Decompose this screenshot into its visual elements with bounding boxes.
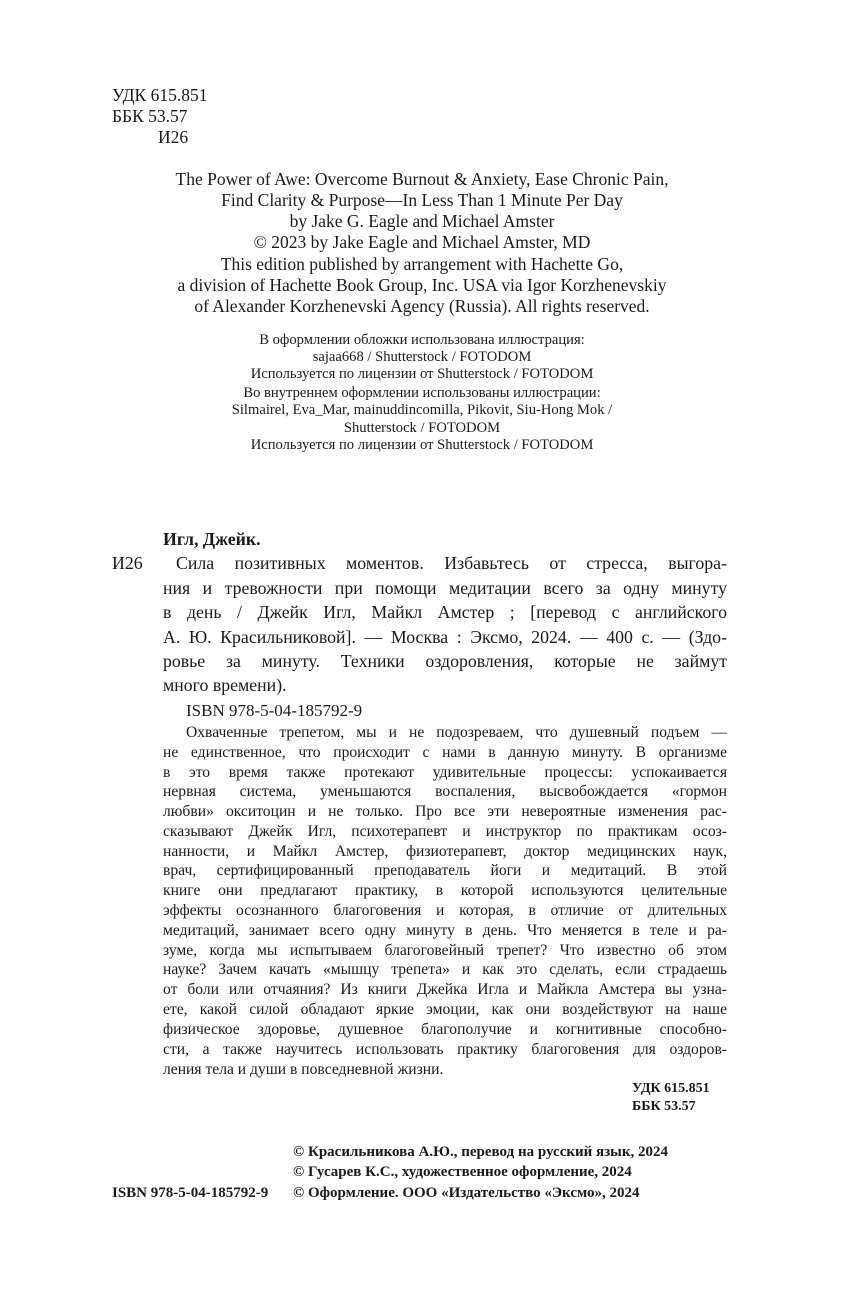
annotation-line: ете, какой силой обладают яркие эмоции, как они воздействуют на наше	[163, 1001, 727, 1018]
annotation-line: не единственное, что происходит с нами в данную минуту. В организме	[163, 744, 727, 761]
annotation-line: любви» окситоцин и не только. Про все эти невероятные изменения рас-	[163, 803, 727, 820]
annotation-line: эффекты осознанного благоговения и которая, в отличие от длительных	[163, 902, 727, 919]
credit-line: Используется по лицензии от Shutterstock / FOTODOM	[250, 366, 594, 382]
annotation-line: в это время также протекают удивительные процессы: успокаивается	[163, 764, 727, 781]
copyright-line: © Оформление. ООО «Издательство «Эксмо», 2024	[293, 1185, 640, 1201]
credit-line: Во внутреннем оформлении использованы иллюстрации:	[243, 385, 601, 401]
credit-line: Используется по лицензии от Shutterstock / FOTODOM	[250, 437, 594, 453]
credit-line: sajaa668 / Shutterstock / FOTODOM	[312, 349, 532, 365]
record-line: много времени).	[163, 675, 287, 695]
annotation-udk: УДК 615.851	[632, 1081, 710, 1096]
rights-line: of Alexander Korzhenevski Agency (Russia). All rights reserved.	[194, 296, 650, 316]
record-mark: И26	[112, 553, 143, 573]
annotation-line: врач, сертифицированный преподаватель йоги и медитаций. В этой	[163, 862, 727, 879]
credit-line: В оформлении обложки использована иллюстрация:	[259, 332, 585, 348]
copyright-isbn: ISBN 978-5-04-185792-9	[112, 1185, 269, 1201]
bbk-code: ББК 53.57	[112, 106, 188, 126]
udk-code: УДК 615.851	[112, 85, 208, 105]
annotation-line: науке? Зачем качать «мышцу трепета» и как это сделать, если страдаешь	[163, 961, 727, 978]
annotation-line: ления тела и души в повседневной жизни.	[163, 1061, 444, 1078]
annotation-line: сти, а также научитесь использовать практику благоговения для оздоров-	[163, 1041, 727, 1058]
original-title-line: The Power of Awe: Overcome Burnout & Anxiety, Ease Chronic Pain,	[175, 169, 669, 189]
original-copyright: © 2023 by Jake Eagle and Michael Amster, MD	[253, 232, 591, 252]
annotation-line: зуме, когда мы испытываем благоговейный трепет? Что известно об этом	[163, 942, 727, 959]
record-line: Сила позитивных моментов. Избавьтесь от стресса, выгора-	[176, 553, 727, 573]
credit-line: Shutterstock / FOTODOM	[343, 420, 501, 436]
original-authors: by Jake G. Eagle and Michael Amster	[289, 211, 555, 231]
annotation-line: медитаций, занимает всего одну минуту в день. Что меняется в теле и ра-	[163, 922, 727, 939]
annotation-line: Охваченные трепетом, мы и не подозреваем, что душевный подъем —	[186, 724, 727, 741]
copyright-line: © Гусарев К.С., художественное оформление, 2024	[293, 1164, 632, 1180]
credit-line: Silmairel, Eva_Mar, mainuddincomilla, Pikovit, Siu-Hong Mok /	[231, 402, 613, 418]
annotation-line: нервная система, уменьшаются воспаления, высвобождается «гормон	[163, 783, 727, 800]
record-line: ния и тревожности при помощи медитации всего за одну минуту	[163, 578, 727, 598]
annotation-line: от боли или отчаяния? Из книги Джейка Игла и Майкла Амстера вы узна-	[163, 981, 727, 998]
record-line: А. Ю. Красильниковой]. — Москва : Эксмо, 2024. — 400 с. — (Здо-	[163, 627, 727, 647]
record-line: в день / Джейк Игл, Майкл Амстер ; [перевод с английского	[163, 602, 727, 622]
copyright-line: © Красильникова А.Ю., перевод на русский язык, 2024	[293, 1144, 669, 1160]
original-title-line: Find Clarity & Purpose—In Less Than 1 Minute Per Day	[221, 190, 623, 210]
rights-line: This edition published by arrangement with Hachette Go,	[220, 254, 624, 274]
rights-line: a division of Hachette Book Group, Inc. USA via Igor Korzhenevskiy	[177, 275, 667, 295]
annotation-line: физическое здоровье, душевное благополучие и когнитивные способно-	[163, 1021, 727, 1038]
author-mark: И26	[158, 127, 189, 147]
record-line: ровье за минуту. Техники оздоровления, которые не займут	[163, 651, 727, 671]
annotation-bbk: ББК 53.57	[632, 1099, 696, 1114]
annotation-line: нанности, и Майкл Амстер, физиотерапевт, доктор медицинских наук,	[163, 843, 727, 860]
annotation-line: книге они предлагают практику, в которой используются целительные	[163, 882, 727, 899]
record-isbn: ISBN 978-5-04-185792-9	[186, 701, 363, 720]
annotation-line: сказывают Джейк Игл, психотерапевт и инструктор по практикам осоз-	[163, 823, 727, 840]
author-heading: Игл, Джейк.	[163, 529, 261, 549]
